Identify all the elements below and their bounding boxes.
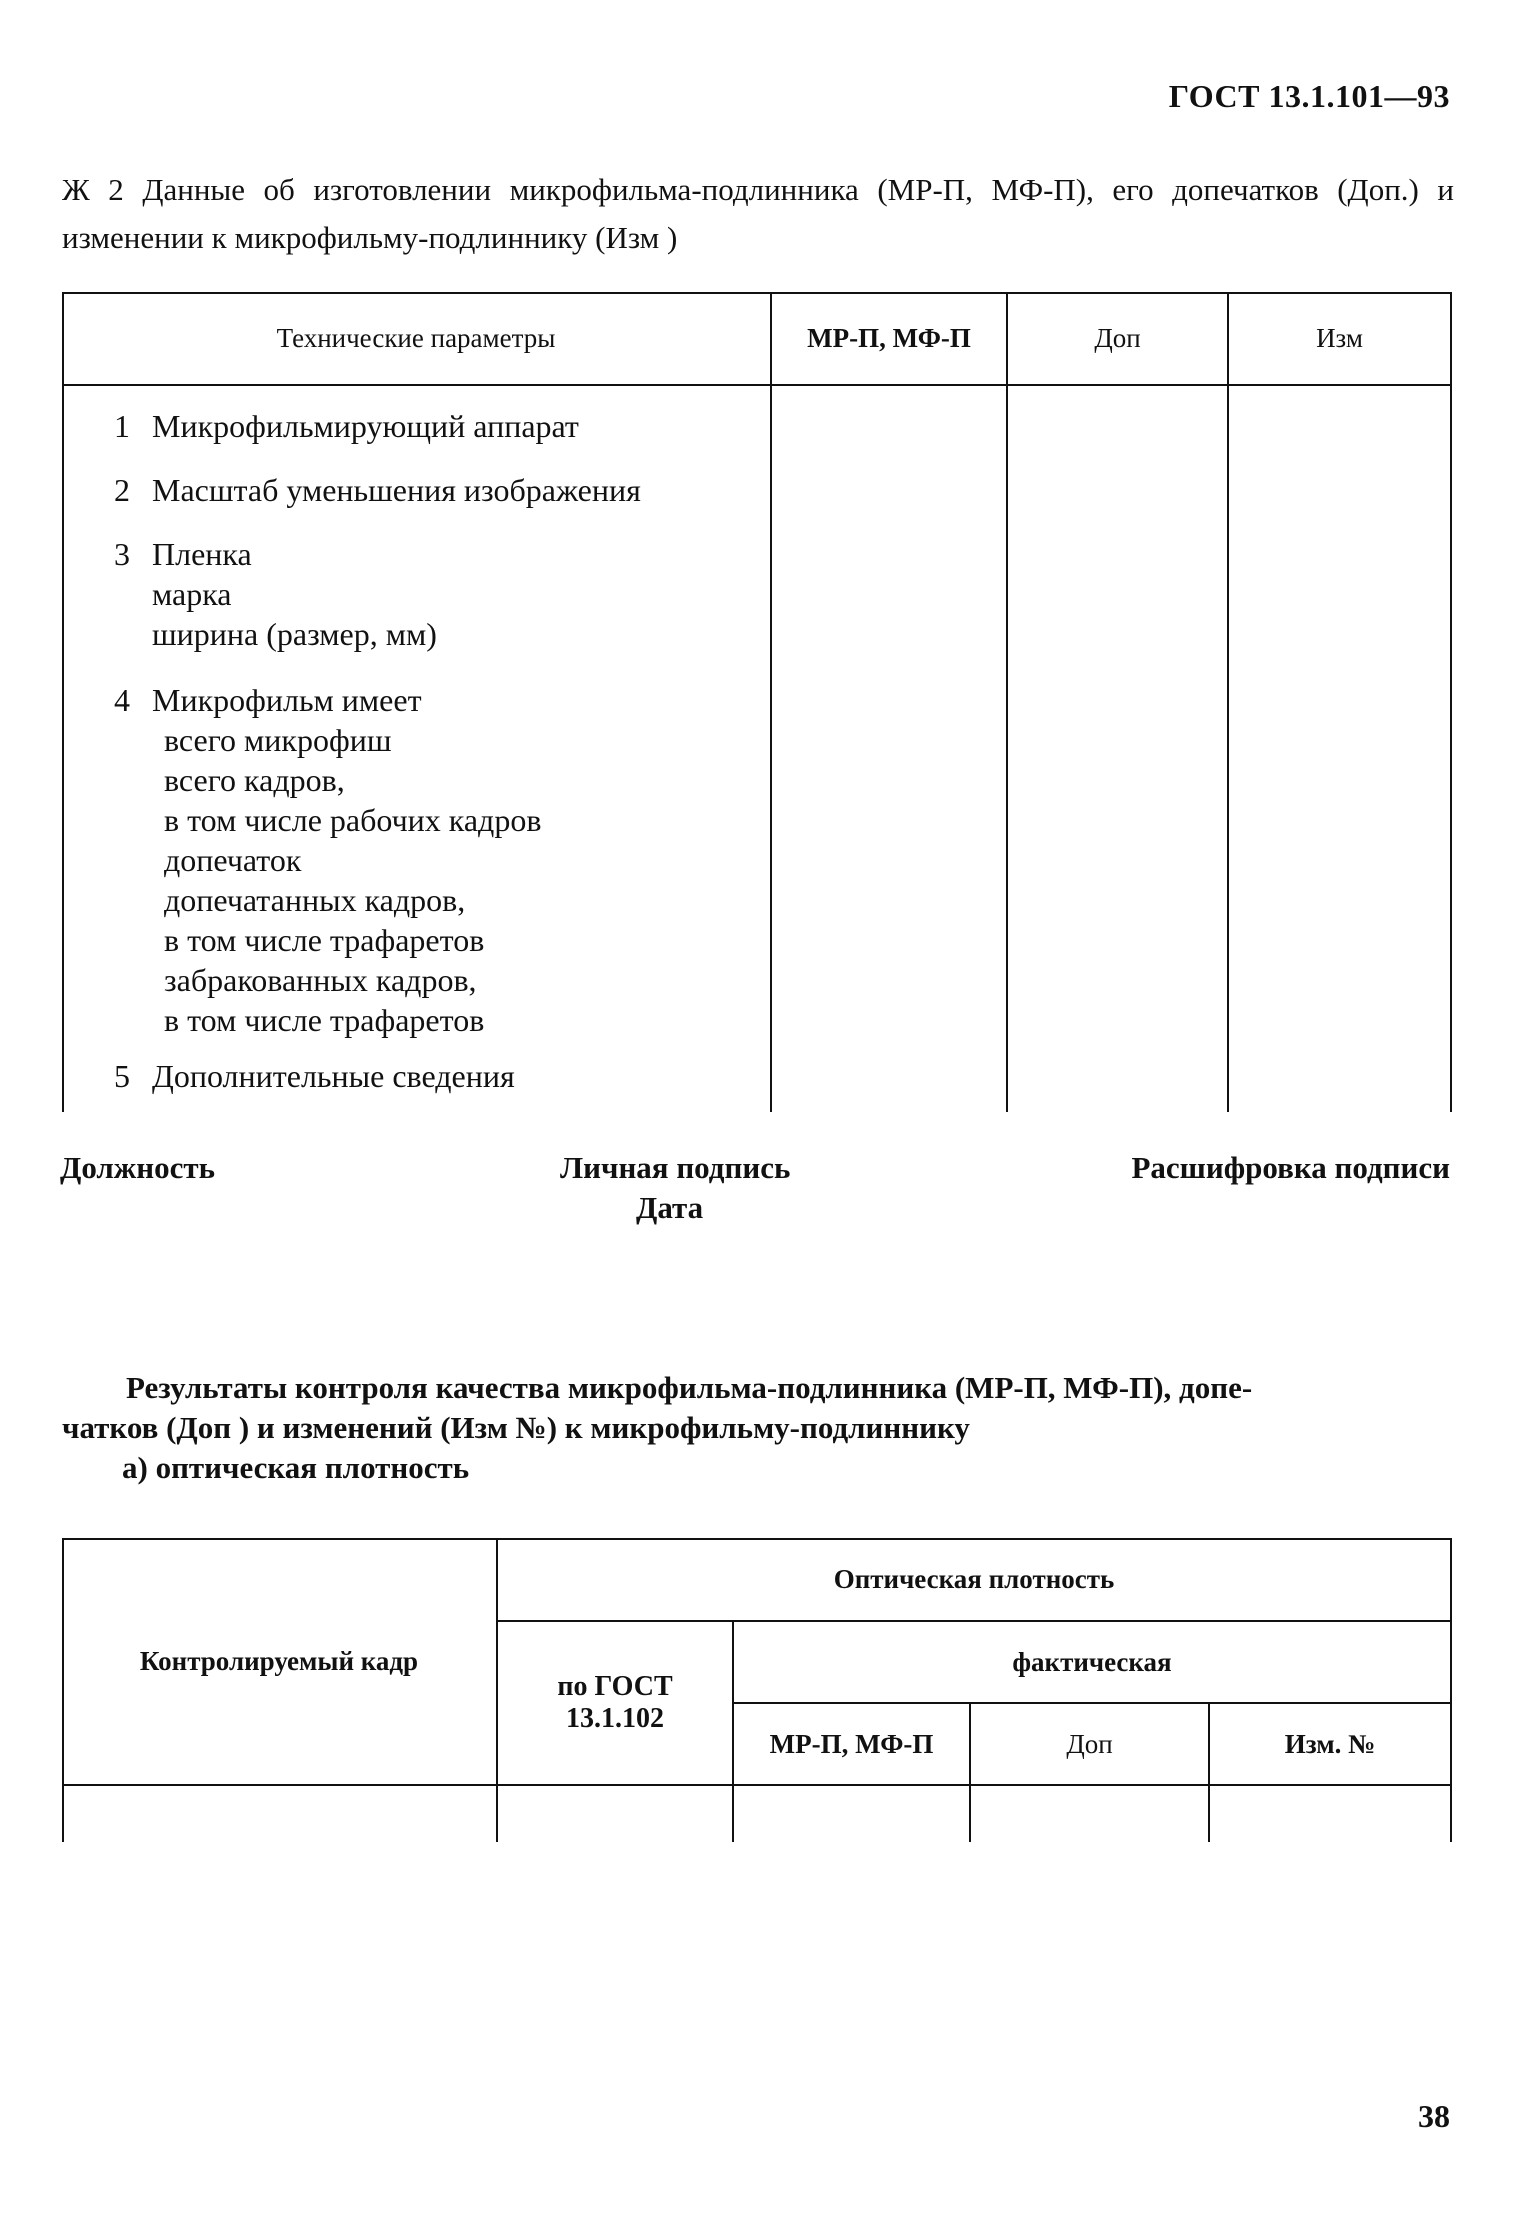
by-gost-line-1: по ГОСТ — [557, 1671, 673, 1702]
sub-item: в том числе трафаретов — [164, 922, 485, 958]
section-z2-text: Ж 2 Данные об изготовлении микрофильма-подлинника (МР-П, МФ-П), его допечатков (Доп.) и изменении к микрофильму-подлиннику (Изм ) — [62, 172, 1454, 255]
param-row-5 — [114, 1056, 515, 1096]
personal-signature-label: Личная подпись — [560, 1150, 791, 1185]
sub-item: допечаток — [164, 842, 302, 878]
sub-item: в том числе рабочих кадров — [164, 802, 542, 838]
table-col-divider — [1006, 292, 1008, 1112]
row-number: 2 — [114, 472, 130, 508]
header-mr-mf: МР-П, МФ-П — [807, 322, 971, 353]
sub-item: ширина (размер, мм) — [152, 616, 437, 652]
row-label: Микрофильм имеет — [152, 682, 422, 718]
sub-item: забракованных кадров, — [164, 962, 477, 998]
optical-density-table — [62, 1538, 1452, 1842]
sub-item: в том числе трафаретов — [164, 1002, 485, 1038]
row-label: Масштаб уменьшения изображения — [152, 472, 641, 508]
row-number: 5 — [114, 1058, 130, 1094]
results-line-2: чатков (Доп ) и изменений (Изм №) к микрофильму-подлиннику — [62, 1410, 970, 1445]
header-dop: Доп — [1094, 322, 1141, 353]
param-row-4 — [114, 680, 541, 1040]
row-number: 3 — [114, 536, 130, 572]
table-header-divider — [62, 384, 1452, 386]
sub-item: всего кадров, — [164, 762, 345, 798]
page-number: 38 — [1418, 2098, 1450, 2134]
table-col-divider — [1227, 292, 1229, 1112]
table-border-right — [1450, 1538, 1452, 1842]
row-label: Микрофильмирующий аппарат — [152, 408, 579, 444]
table-header-bottom — [62, 1784, 1452, 1786]
by-gost-line-2: 13.1.102 — [566, 1703, 664, 1734]
header-by-gost — [498, 1622, 732, 1784]
header-izm-no: Изм. № — [1284, 1729, 1376, 1759]
header-mr-mf: МР-П, МФ-П — [769, 1729, 934, 1759]
header-optical-density: Оптическая плотность — [833, 1564, 1115, 1594]
header-dop: Доп — [1066, 1729, 1113, 1759]
param-row-3 — [114, 534, 437, 654]
header-actual: фактическая — [1012, 1647, 1172, 1677]
results-item-a: а) оптическая плотность — [122, 1450, 470, 1485]
row-number: 1 — [114, 408, 130, 444]
header-izm: Изм — [1316, 322, 1363, 353]
param-row-1 — [114, 406, 579, 446]
table-col-divider — [770, 292, 772, 1112]
header-controlled-frame: Контролируемый кадр — [139, 1646, 419, 1676]
signature-decoding-label: Расшифровка подписи — [1131, 1150, 1450, 1185]
table-border-right — [1450, 292, 1452, 1112]
param-row-2 — [114, 470, 641, 510]
document-id: ГОСТ 13.1.101—93 — [1168, 78, 1450, 114]
position-label: Должность — [60, 1150, 216, 1185]
date-label: Дата — [636, 1190, 704, 1225]
row-label: Пленка — [152, 536, 252, 572]
header-technical-parameters: Технические параметры — [276, 322, 556, 353]
table-border-left — [62, 292, 64, 1112]
technical-parameters-table — [62, 292, 1452, 1110]
sub-item: допечатанных кадров, — [164, 882, 466, 918]
sub-item: марка — [152, 576, 232, 612]
row-label: Дополнительные сведения — [152, 1058, 515, 1094]
results-line-1: Результаты контроля качества микрофильма-подлинника (МР-П, МФ-П), допе- — [126, 1370, 1253, 1405]
sub-item: всего микрофиш — [164, 722, 392, 758]
row-number: 4 — [114, 682, 130, 718]
